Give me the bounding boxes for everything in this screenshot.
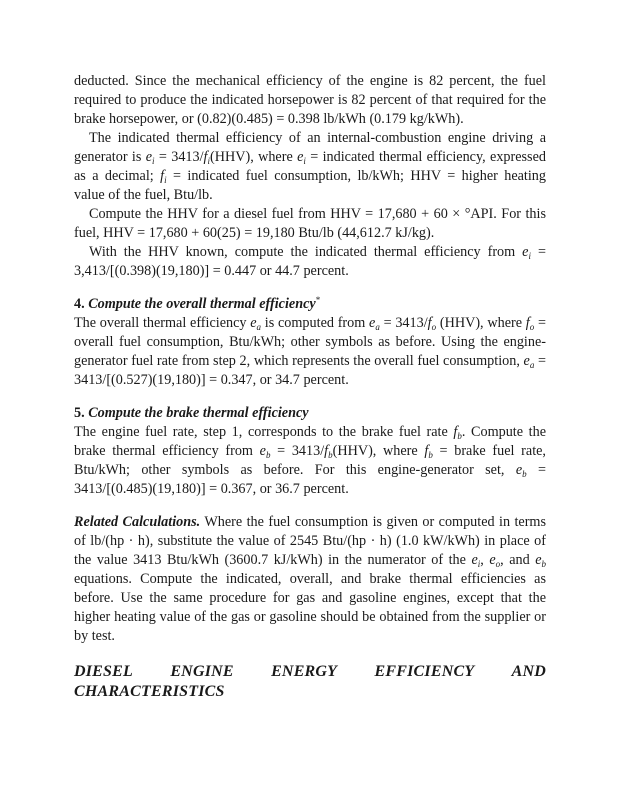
step-5-body: The engine fuel rate, step 1, corresponds to the brake fuel rate $f_b$. Compute the brake thermal efficiency from $e_b = 3413/f_b(HHV)$, where $f_b$ = brake fuel rate, Btu/kWh; other symbols as before. For this engine-generator set, $e_b = 3413/[(0.485)(19,180)] = 0.367$, or 36.7 percent. xyxy=(74,424,546,497)
section-title xyxy=(74,662,546,702)
paragraph-mechanical-efficiency: deducted. Since the mechanical efficiency of the engine is 82 percent, the fuel required to produce the indicated horsepower is 82 percent of that required for the brake horsepower, or (0.82)(0.485) = 0.398 lb/kWh (0.179 kg/kWh). xyxy=(74,73,546,127)
title-word: ENERGY xyxy=(271,663,338,680)
title-word: ENGINE xyxy=(170,663,234,680)
section-title-line-2: CHARACTERISTICS xyxy=(74,683,225,700)
document-page xyxy=(74,72,546,702)
title-word: EFFICIENCY xyxy=(374,663,475,680)
title-word: AND xyxy=(511,663,546,680)
title-word: DIESEL xyxy=(74,663,133,680)
step-4-heading: 4. Compute the overall thermal efficiency* xyxy=(74,295,321,312)
paragraph-hhv: Compute the HHV for a diesel fuel from HHV = 17,680 + 60 × °API. For this fuel, HHV = 17,680 + 60(25) = 19,180 Btu/lb (44,612.7 kJ/kg). xyxy=(74,206,546,241)
step-5-heading: 5. Compute the brake thermal efficiency xyxy=(74,405,309,421)
related-calculations: Related Calculations. Where the fuel consumption is given or computed in terms of lb/(hp · h), substitute the value of 2545 Btu/(hp · h) (1.0 kW/kWh) in place of the value 3413 Btu/kWh (3600.7 kJ/kWh) in the numerator of the $e_i$, $e_o$, and $e_b$ equations. Compute the indicated, overall, and brake thermal efficiencies as before. Use the same procedure for gas and gasoline engines, except that the higher heating value of the gas or gasoline should be obtained from the supplier or by test. xyxy=(74,514,546,644)
paragraph-indicated-thermal-efficiency: The indicated thermal efficiency of an internal-combustion engine driving a generator is $e_i = 3413/f_i(HHV)$, where $e_i$ = indicated thermal efficiency, expressed as a decimal; $f_i$ = indicated fuel consumption, lb/kWh; HHV = higher heating value of the fuel, Btu/lb. xyxy=(74,130,546,203)
paragraph-indicated-result: With the HHV known, compute the indicated thermal efficiency from $e_i = 3,413/[(0.398)(19,180)] = 0.447$ or 44.7 percent. xyxy=(74,244,546,279)
section-title-line-1 xyxy=(74,662,546,682)
step-4-body: The overall thermal efficiency $e_a$ is computed from $e_a = 3413/f_o$ (HHV), where $f_o$ = overall fuel consumption, Btu/kWh; other symbols as before. Using the engine-generator fuel rate from step 2, which represents the overall fuel consumption, $e_a = 3413/[(0.527)(19,180)] = 0.347$, or 34.7 percent. xyxy=(74,315,546,388)
